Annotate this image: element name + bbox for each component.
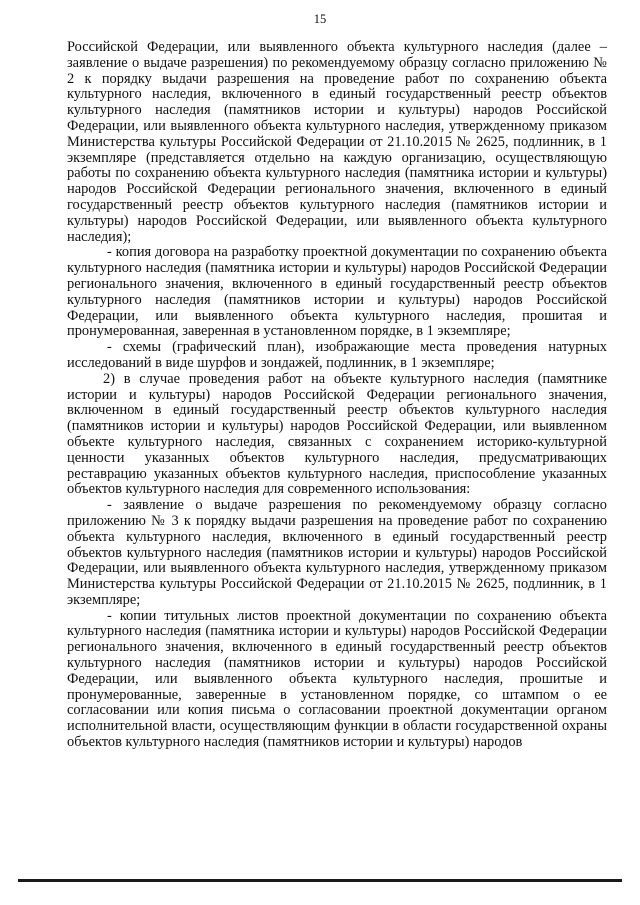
document-body	[67, 40, 607, 751]
paragraph-contract-copy: - копия договора на разработку проектной документации по сохранению объекта культурного наследия (памятника истории и культуры) народов Российской Федерации регионального значения, включенного в единый государственный реестр объектов культурного наследия (памятников истории и культуры) народов Российской Федерации, или выявленного объекта культурного наследия, прошитая и пронумерованная, заверенная в установленном порядке, в 1 экземпляре;	[67, 244, 607, 340]
bottom-rule-divider	[18, 879, 622, 882]
paragraph-application-continuation: Российской Федерации, или выявленного объекта культурного наследия (далее – заявление о выдаче разрешения) по рекомендуемому образцу согласно приложению № 2 к порядку выдачи разрешения на проведение работ по сохранению объекта культурного наследия, включенного в единый государственный реестр объектов культурного наследия (памятников истории и культуры) народов Российской Федерации, или выявленного объекта культурного наследия, утвержденному приказом Министерства культуры Российской Федерации от 21.10.2015 № 2625, подлинник, в 1 экземпляре (представляется отдельно на каждую организацию, осуществляющую работы по сохранению объекта культурного наследия (памятника истории и культуры) народов Российской Федерации регионального значения, включенного в единый государственный реестр объектов культурного наследия (памятников истории и культуры) народов Российской Федерации, или выявленного объекта культурного наследия);	[67, 39, 607, 245]
paragraph-title-sheet-copies: - копии титульных листов проектной документации по сохранению объекта культурного наследия (памятника истории и культуры) народов Российской Федерации регионального значения, включенного в единый государственный реестр объектов культурного наследия (памятников истории и культуры) народов Российской Федерации, или выявленного объекта культурного наследия, прошитые и пронумерованные, заверенные в установленном порядке, со штампом о ее согласовании или копия письма о согласовании проектной документации органом исполнительной власти, осуществляющим функции в области государственной охраны объектов культурного наследия (памятников истории и культуры) народов	[67, 607, 607, 751]
paragraph-permit-application: - заявление о выдаче разрешения по рекомендуемому образцу согласно приложению № 3 к порядку выдачи разрешения на проведение работ по сохранению объекта культурного наследия, включенного в единый государственный реестр объектов культурного наследия (памятников истории и культуры) народов Российской Федерации, или выявленного объекта культурного наследия, утвержденному приказом Министерства культуры Российской Федерации от 21.10.2015 № 2625, подлинник, в 1 экземпляре;	[67, 497, 607, 608]
page-number: 15	[313, 12, 327, 26]
paragraph-graphic-plan: - схемы (графический план), изображающие места проведения натурных исследований в виде шурфов и зондажей, подлинник, в 1 экземпляре;	[67, 339, 607, 371]
paragraph-item-2: 2) в случае проведения работ на объекте культурного наследия (памятнике истории и культуры) народов Российской Федерации регионального значения, включенном в единый государственный реестр объектов культурного наследия (памятников истории и культуры) народов Российской Федерации, или выявленном объекте культурного наследия, связанных с сохранением историко-культурной ценности указанных объектов культурного наследия, предусматривающих реставрацию указанных объектов культурного наследия, приспособление указанных объектов культурного наследия для современного использования:	[67, 370, 607, 498]
